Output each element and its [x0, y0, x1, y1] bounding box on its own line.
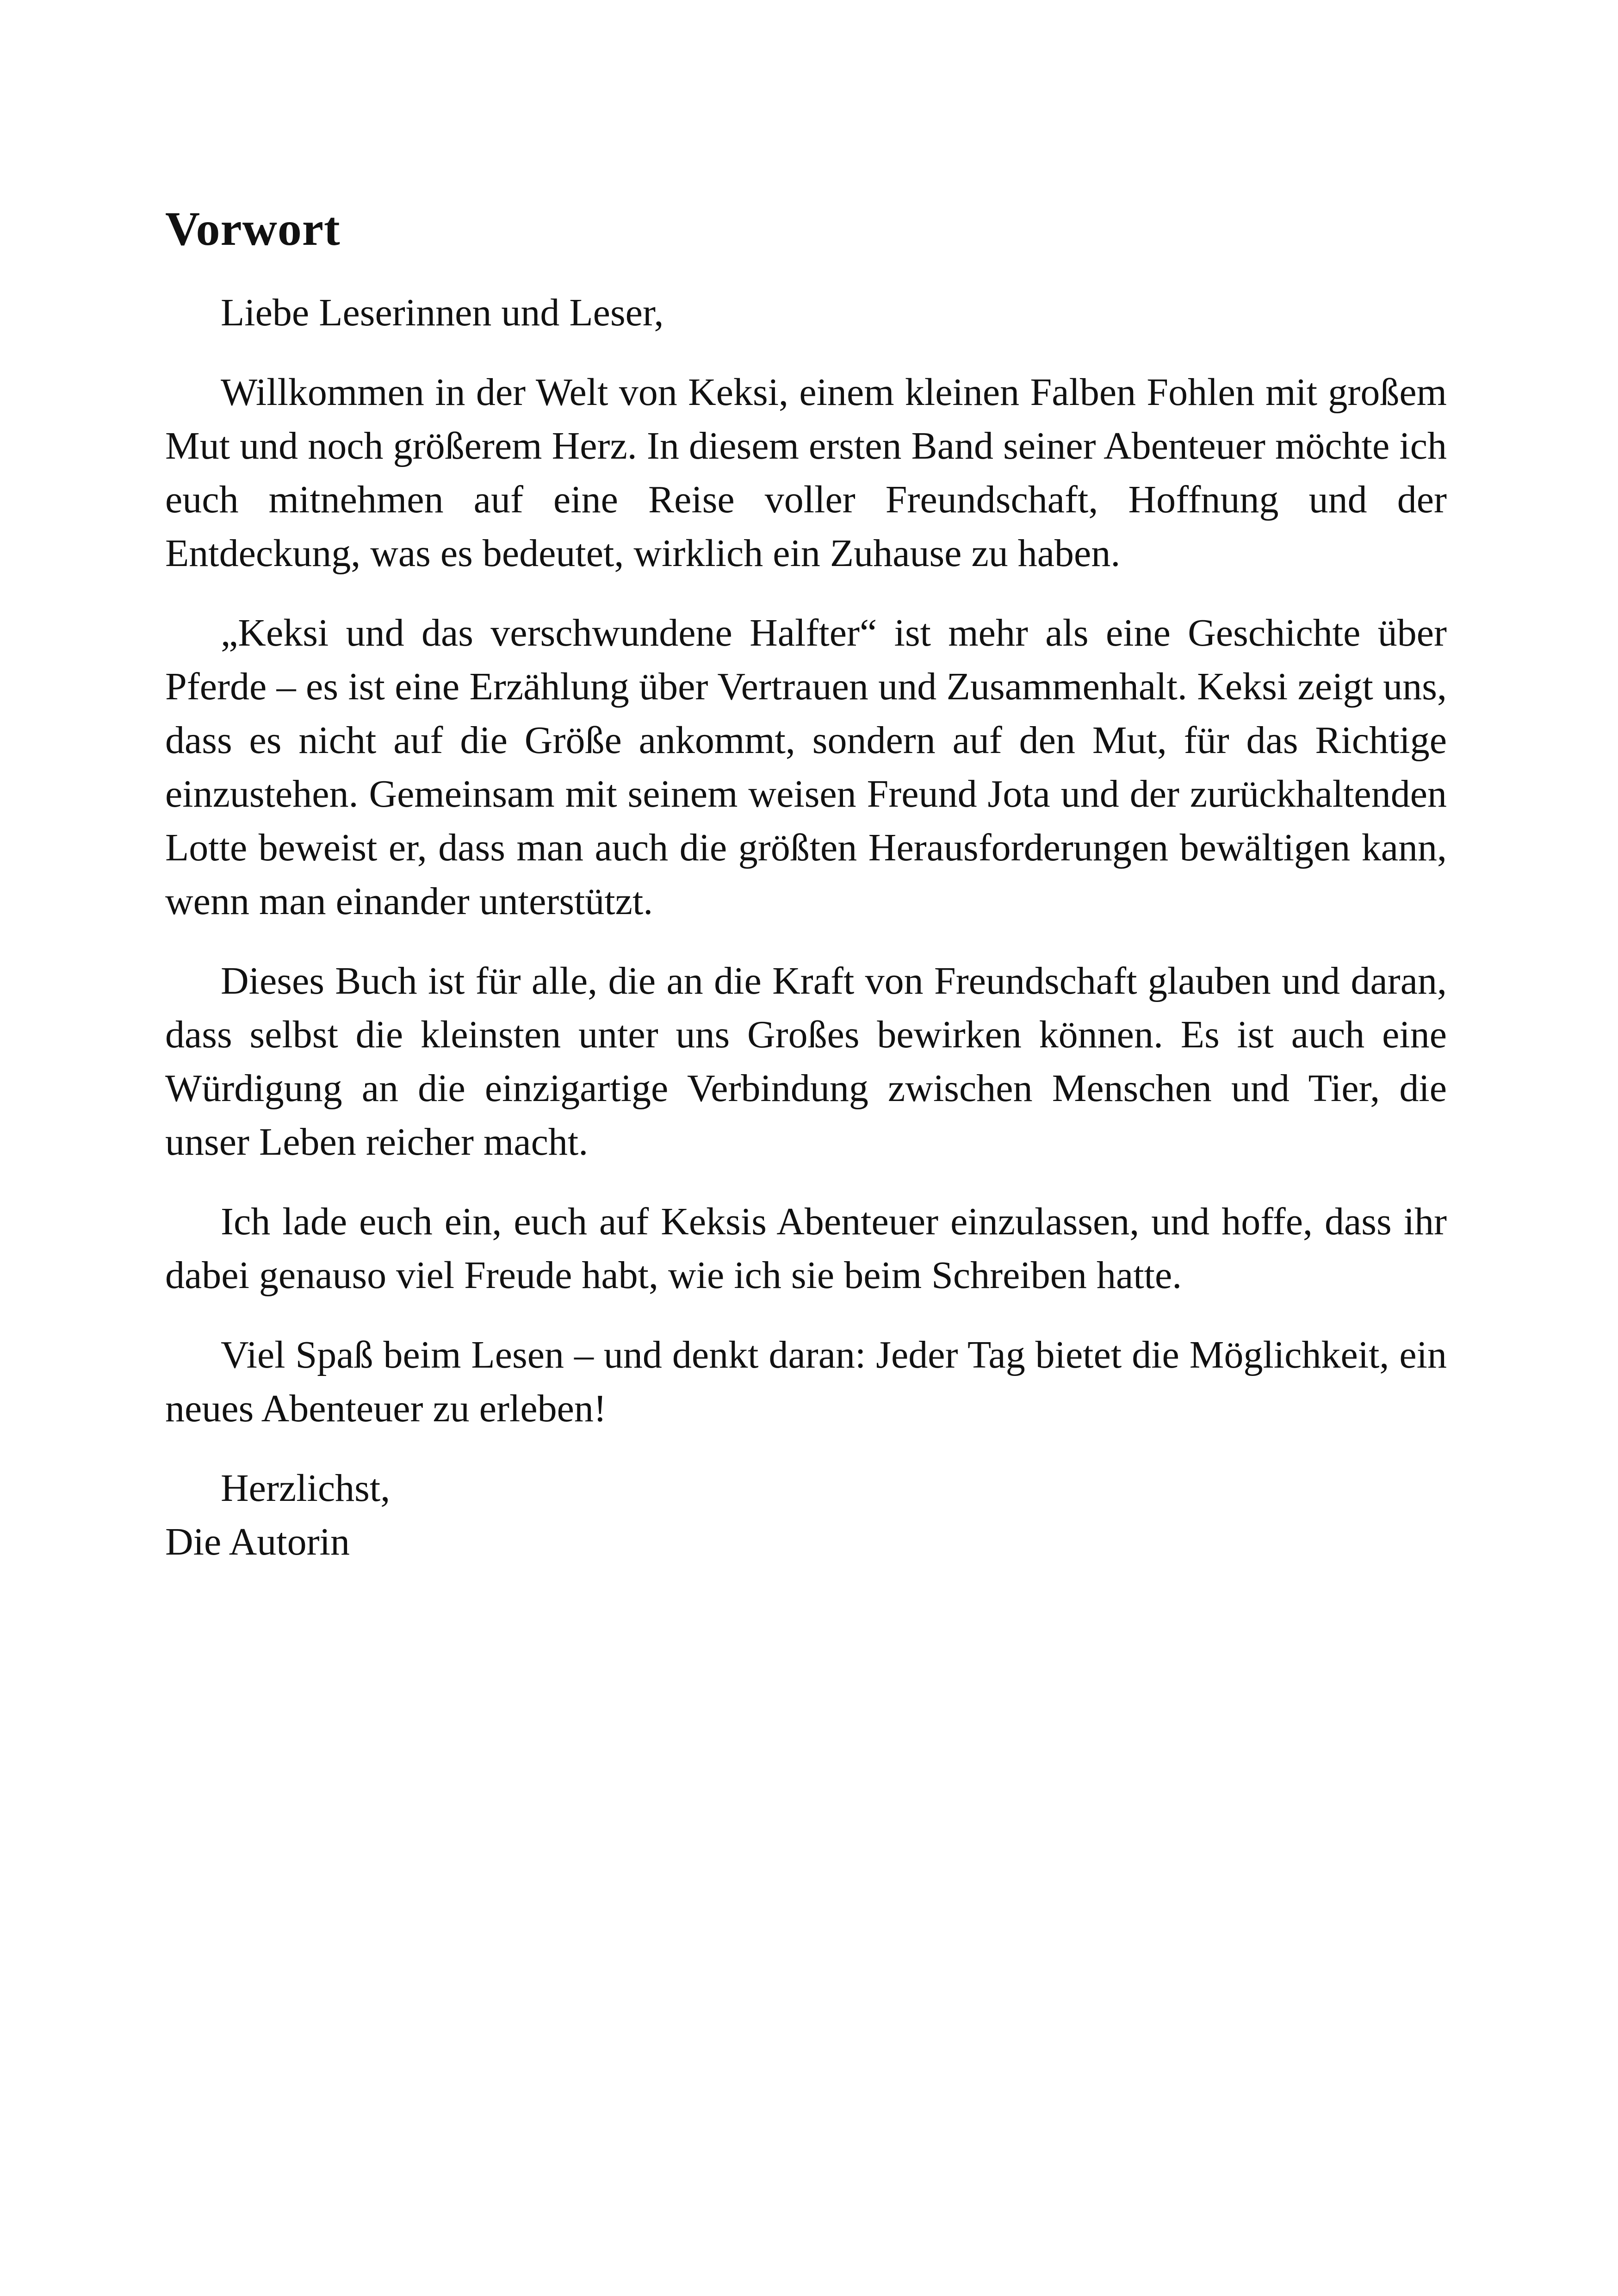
- paragraph: Viel Spaß beim Lesen – und denkt daran: Jeder Tag bietet die Möglichkeit, ein neues Abenteuer zu erleben!: [165, 1333, 1447, 1430]
- page-title: Vorwort: [165, 202, 341, 255]
- foreword-body: [165, 199, 1447, 1569]
- closing-line: Herzlichst,: [221, 1467, 391, 1510]
- signature: Die Autorin: [165, 1520, 350, 1563]
- salutation: Liebe Leserinnen und Leser,: [221, 291, 664, 334]
- paragraph: „Keksi und das verschwundene Halfter“ ist mehr als eine Geschichte über Pferde – es ist eine Erzählung über Vertrauen und Zusammenhalt. Keksi zeigt uns, dass es nicht auf die Größe ankommt, sondern auf den Mut, für das Richtige einzustehen. Gemeinsam mit seinem weisen Freund Jota und der zurückhaltenden Lotte beweist er, dass man auch die größten Herausforderungen bewältigen kann, wenn man einander unterstützt.: [165, 611, 1447, 923]
- paragraph: Willkommen in der Welt von Keksi, einem kleinen Falben Fohlen mit großem Mut und noch größerem Herz. In diesem ersten Band seiner Abenteuer möchte ich euch mitnehmen auf eine Reise voller Freundschaft, Hoffnung und der Entdeckung, was es bedeutet, wirklich ein Zuhause zu haben.: [165, 371, 1447, 575]
- paragraph: Dieses Buch ist für alle, die an die Kraft von Freundschaft glauben und daran, dass selbst die kleinsten unter uns Großes bewirken können. Es ist auch eine Würdigung an die einzigartige Verbindung zwischen Menschen und Tier, die unser Leben reicher macht.: [165, 959, 1447, 1164]
- paragraph: Ich lade euch ein, euch auf Keksis Abenteuer einzulassen, und hoffe, dass ihr dabei genauso viel Freude habt, wie ich sie beim Schreiben hatte.: [165, 1200, 1447, 1297]
